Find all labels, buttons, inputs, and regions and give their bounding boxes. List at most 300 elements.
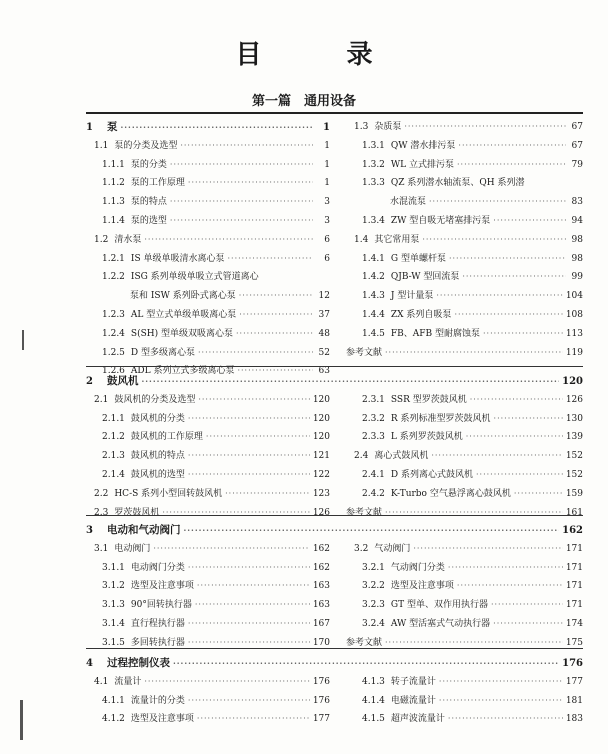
toc-entry [94,540,330,558]
entry-title: 水混流泵 [390,197,427,208]
toc-entry [362,391,583,409]
toc-entry [362,485,583,503]
dot-leader [476,466,563,484]
page-number: 83 [571,197,583,208]
entry-title: SSR 型罗茨鼓风机 [390,394,467,405]
entry-number: 3.1.2 [102,581,125,592]
entry-number: 2 [86,376,93,387]
toc-entry [94,485,330,503]
dot-leader [436,287,562,305]
entry-number: 2.1 [94,394,109,405]
dot-leader [462,268,566,286]
toc-entry [346,634,583,652]
page-number: 98 [571,234,583,245]
dot-leader [470,391,563,409]
entry-number: 2.2 [94,488,109,499]
entry-title: WL 立式排污泵 [390,159,454,170]
page-number: 119 [565,347,583,358]
entry-title: 选型及注意事项 [130,581,194,592]
dot-leader [198,391,309,409]
page-number: 1 [324,159,330,170]
chapter-heading [86,372,583,390]
toc-entry [362,287,583,305]
entry-title: 超声波流量计 [390,714,445,725]
dot-leader [239,306,313,324]
dot-leader [491,596,563,614]
page-number: 52 [318,347,330,358]
entry-title: 泵的分类 [130,159,167,170]
entry-number: 3.2.2 [362,581,385,592]
entry-number: 1.1.2 [102,178,125,189]
dot-leader [170,212,313,230]
page-number: 177 [565,676,583,687]
entry-number: 1.2.6 [102,366,125,377]
page-number: 130 [565,413,583,424]
entry-title: 流量计的分类 [130,695,185,706]
entry-number: 2.4 [354,451,369,462]
entry-number: 2.1.4 [102,470,125,480]
entry-title: 气动阀门 [374,543,411,554]
entry-number: 3.2.3 [362,600,385,611]
entry-title: 离心式鼓风机 [374,451,429,462]
entry-title: 气动阀门分类 [390,562,445,573]
entry-title: 转子流量计 [390,676,436,687]
dot-leader [236,325,313,343]
dot-leader [197,710,310,728]
dot-leader [170,156,313,174]
dot-leader [188,634,310,652]
entry-title: 参考文献 [346,507,383,518]
entry-number: 1.3.4 [362,216,385,226]
entry-number: 3.1.1 [102,562,125,573]
page-number: 123 [312,488,330,499]
page-number: 171 [565,562,583,573]
toc-entry [94,137,330,155]
entry-number: 3.2.4 [362,619,385,629]
entry-title: 电动阀门 [114,543,151,554]
entry-title: ZX 系列自吸泵 [390,310,452,320]
dot-leader [448,710,563,728]
entry-number: 1 [86,122,93,133]
entry-title: D 型多级离心泵 [130,347,195,358]
entry-number: 1.1.3 [102,197,125,208]
entry-title: 鼓风机 [106,375,139,387]
chapter-rule [86,515,583,516]
page-number: 98 [571,253,583,264]
dot-leader [457,577,563,595]
page-number: 161 [565,507,583,518]
entry-title: QZ 系列潜水轴流泵、QH 系列潜 [390,178,525,189]
dot-leader [188,559,310,577]
entry-number: 4.1.4 [362,695,385,706]
toc-entry [362,692,583,710]
toc-entry [362,710,583,728]
entry-title: 泵和 ISW 系列卧式离心泵 [130,291,236,302]
entry-title: AW 型活塞式气动执行器 [390,619,491,629]
toc-entry [362,673,583,691]
page-number: 120 [312,413,330,424]
page-number: 120 [312,394,330,405]
dot-leader [422,231,566,249]
dot-leader [239,287,313,305]
dot-leader [206,428,310,446]
toc-entry [102,410,330,428]
entry-title: 泵的分类及选型 [114,140,178,151]
toc-entry [102,559,330,577]
entry-title: 泵的工作原理 [130,178,185,189]
entry-number: 3.2 [354,543,369,554]
page-number: 162 [312,543,330,554]
entry-number: 1.4 [354,234,369,245]
page-number: 183 [565,714,583,725]
entry-number: 1.2.1 [102,253,125,264]
toc-entry [362,559,583,577]
entry-number: 1.4.1 [362,253,385,264]
page-number: 1 [323,122,330,133]
dot-leader [493,615,563,633]
margin-mark [20,700,23,740]
entry-number: 1.3.1 [362,140,385,151]
entry-title: 直行程执行器 [130,619,185,629]
entry-title: G 型单螺杆泵 [390,253,446,264]
page-number: 12 [318,291,330,302]
entry-title: IS 单级单吸清水离心泵 [130,253,225,264]
page-number: 108 [565,310,583,320]
page-number: 1 [324,178,330,189]
toc-entry [102,212,330,230]
page-number: 162 [562,525,583,536]
toc-entry [102,174,330,192]
page-number: 163 [312,581,330,592]
margin-mark [22,330,24,350]
entry-title: S(SH) 型单级双吸离心泵 [130,328,233,339]
entry-title: ZW 型自吸无堵塞排污泵 [390,216,491,226]
dot-leader [439,673,563,691]
dot-leader [141,372,559,390]
page-number: 99 [571,272,583,283]
dot-leader [385,634,563,652]
entry-title: 90°回转执行器 [130,600,192,611]
dot-leader [162,504,309,522]
toc-entry [102,268,330,286]
entry-number: 1.2.3 [102,310,125,320]
toc-entry [102,692,330,710]
part-rule [86,112,583,114]
toc-entry [102,615,330,633]
dot-leader [188,174,313,192]
entry-number: 3.1 [94,543,109,554]
dot-leader [153,540,309,558]
toc-entry [390,193,583,211]
entry-title: 电动阀门分类 [130,562,185,573]
toc-entry [102,193,330,211]
toc-entry [102,156,330,174]
toc-entry [102,447,330,465]
toc-entry [102,710,330,728]
toc-entry [362,156,583,174]
entry-number: 4.1.5 [362,714,385,725]
entry-number: 1.1.4 [102,216,125,226]
chapter-heading [86,654,583,672]
dot-leader [173,654,559,672]
toc-entry [94,673,330,691]
entry-title: 电磁流量计 [390,695,436,706]
dot-leader [188,410,310,428]
dot-leader [188,615,310,633]
toc-entry [362,174,583,192]
entry-number: 3.1.4 [102,619,125,629]
dot-leader [429,193,566,211]
entry-title: R 系列标准型罗茨鼓风机 [390,413,491,424]
entry-number: 1.4.4 [362,310,385,320]
entry-title: K-Turbo 空气悬浮离心鼓风机 [390,488,511,499]
toc-entry [362,212,583,230]
toc-entry [362,268,583,286]
dot-leader [448,559,563,577]
entry-title: HC-S 系列小型回转鼓风机 [114,488,223,499]
dot-leader [188,466,310,484]
toc-entry [94,231,330,249]
page-number: 120 [312,432,330,443]
page-number: 126 [312,507,330,518]
toc-entry [362,615,583,633]
entry-title: 鼓风机的选型 [130,470,185,480]
dot-leader [404,118,566,136]
page-number: 181 [565,695,583,706]
entry-number: 1.3 [354,122,369,132]
toc-entry [362,137,583,155]
dot-leader [457,156,566,174]
entry-number: 1.2 [94,234,109,245]
entry-title: 罗茨鼓风机 [114,507,160,518]
toc-entry [354,447,583,465]
entry-number: 1.1 [94,140,109,151]
toc-entry [362,250,583,268]
dot-leader [514,485,563,503]
entry-title: FB、AFB 型耐腐蚀泵 [390,328,480,339]
entry-number: 4.1.2 [102,714,125,725]
entry-number: 4.1 [94,676,109,687]
entry-number: 1.4.2 [362,272,385,283]
entry-title: 选型及注意事项 [130,714,194,725]
entry-title: L 系列罗茨鼓风机 [390,432,463,443]
entry-number: 2.4.2 [362,488,385,499]
part-title: 第一篇 通用设备 [251,94,356,109]
dot-leader [493,212,566,230]
entry-title: 泵的特点 [130,197,167,208]
page-number: 48 [318,328,330,339]
toc-entry [346,344,583,362]
entry-title: 流量计 [114,676,142,687]
page-number: 113 [565,328,583,339]
page-number: 3 [324,216,330,226]
toc-entry [102,306,330,324]
dot-leader [385,344,563,362]
entry-number: 2.4.1 [362,470,385,480]
dot-leader [188,447,310,465]
page-number: 159 [565,488,583,499]
entry-title: 多回转执行器 [130,637,185,648]
page-number: 120 [562,376,583,387]
toc-entry [362,325,583,343]
page-number: 67 [571,140,583,151]
dot-leader [494,410,563,428]
page-number: 175 [565,637,583,648]
entry-number: 1.3.3 [362,178,385,189]
page-number: 94 [571,216,583,226]
toc-entry [354,231,583,249]
toc-entry [130,287,330,305]
chapter-heading [86,521,583,539]
entry-number: 1.4.5 [362,328,385,339]
toc-entry [362,410,583,428]
page-number: 163 [312,600,330,611]
page-number: 167 [312,619,330,629]
entry-title: 鼓风机的特点 [130,451,185,462]
entry-number: 1.2.2 [102,272,125,283]
toc-entry [354,118,583,136]
entry-title: 清水泵 [114,234,142,245]
toc-entry [362,306,583,324]
page-number: 3 [324,197,330,208]
page-number: 63 [318,366,330,377]
dot-leader [466,428,563,446]
dot-leader [458,137,566,155]
page-number: 171 [565,600,583,611]
entry-title: 其它常用泵 [374,234,420,245]
toc-entry [102,250,330,268]
toc-entry [362,428,583,446]
dot-leader [385,504,563,522]
dot-leader [195,596,310,614]
dot-leader [120,118,313,136]
dot-leader [197,577,310,595]
toc-entry [362,466,583,484]
dot-leader [144,231,313,249]
page-number: 162 [312,562,330,573]
page-number: 37 [318,310,330,320]
page-number: 152 [565,451,583,462]
entry-number: 1.4.3 [362,291,385,302]
dot-leader [413,540,562,558]
entry-title: QJB-W 型回流泵 [390,272,460,283]
entry-title: 过程控制仪表 [106,657,170,669]
toc-entry [362,577,583,595]
toc-entry [102,344,330,362]
dot-leader [188,692,310,710]
entry-number: 3.1.5 [102,637,125,648]
toc-entry [102,325,330,343]
entry-number: 3.2.1 [362,562,385,573]
entry-title: 泵 [106,121,118,133]
dot-leader [144,673,309,691]
page-number: 171 [565,543,583,554]
entry-number: 2.3.2 [362,413,385,424]
entry-number: 1.1.1 [102,159,125,170]
page-number: 170 [312,637,330,648]
page-number: 171 [565,581,583,592]
toc-entry [354,540,583,558]
dot-leader [198,344,313,362]
dot-leader [454,306,562,324]
entry-title: 参考文献 [346,637,383,648]
dot-leader [180,137,313,155]
toc-entry [94,504,330,522]
dot-leader [225,485,310,503]
entry-title: AL 型立式单级单吸离心泵 [130,310,237,320]
entry-title: QW 潜水排污泵 [390,140,456,151]
toc-entry [102,596,330,614]
entry-number: 2.1.2 [102,432,125,443]
toc-entry [102,577,330,595]
page-number: 152 [565,470,583,480]
chapter-rule [86,366,583,367]
dot-leader [170,193,313,211]
entry-number: 1.2.4 [102,328,125,339]
toc-entry [94,391,330,409]
dot-leader [228,250,314,268]
entry-title: ISG 系列单级单吸立式管道离心 [130,272,259,283]
entry-number: 4.1.3 [362,676,385,687]
toc-entry [102,428,330,446]
entry-title: D 系列离心式鼓风机 [390,470,473,480]
page-number: 79 [571,159,583,170]
dot-leader [439,692,563,710]
entry-number: 4.1.1 [102,695,125,706]
page-number: 139 [565,432,583,443]
entry-title: 选型及注意事项 [390,581,454,592]
dot-leader [483,325,563,343]
entry-title: GT 型单、双作用执行器 [390,600,488,611]
entry-number: 1.2.5 [102,347,125,358]
page-number: 122 [312,470,330,480]
entry-title: 鼓风机的工作原理 [130,432,203,443]
chapter-heading [86,118,330,136]
toc-entry [102,466,330,484]
entry-number: 4 [86,658,93,669]
entry-number: 2.3.1 [362,394,385,405]
dot-leader [183,521,559,539]
page-number: 177 [312,714,330,725]
entry-title: 泵的选型 [130,216,167,226]
toc-entry [102,634,330,652]
entry-number: 3 [86,525,93,536]
toc-entry [346,504,583,522]
page-title: 目 录 [235,40,411,70]
page-number: 6 [324,234,330,245]
entry-number: 2.1.3 [102,451,125,462]
entry-number: 3.1.3 [102,600,125,611]
page-number: 6 [324,253,330,264]
entry-number: 1.3.2 [362,159,385,170]
entry-title: ADL 系列立式多级离心泵 [130,366,235,377]
entry-title: 参考文献 [346,347,383,358]
page-number: 1 [324,140,330,151]
page-number: 121 [312,451,330,462]
entry-title: 鼓风机的分类及选型 [114,394,196,405]
entry-number: 2.1.1 [102,413,125,424]
page-number: 174 [565,619,583,629]
page-number: 176 [312,676,330,687]
dot-leader [449,250,566,268]
chapter-rule [86,648,583,649]
entry-title: 杂质泵 [374,122,402,132]
entry-title: 电动和气动阀门 [106,524,181,536]
entry-number: 2.3.3 [362,432,385,443]
page-number: 104 [565,291,583,302]
page-number: 176 [562,658,583,669]
page-number: 67 [571,122,583,132]
